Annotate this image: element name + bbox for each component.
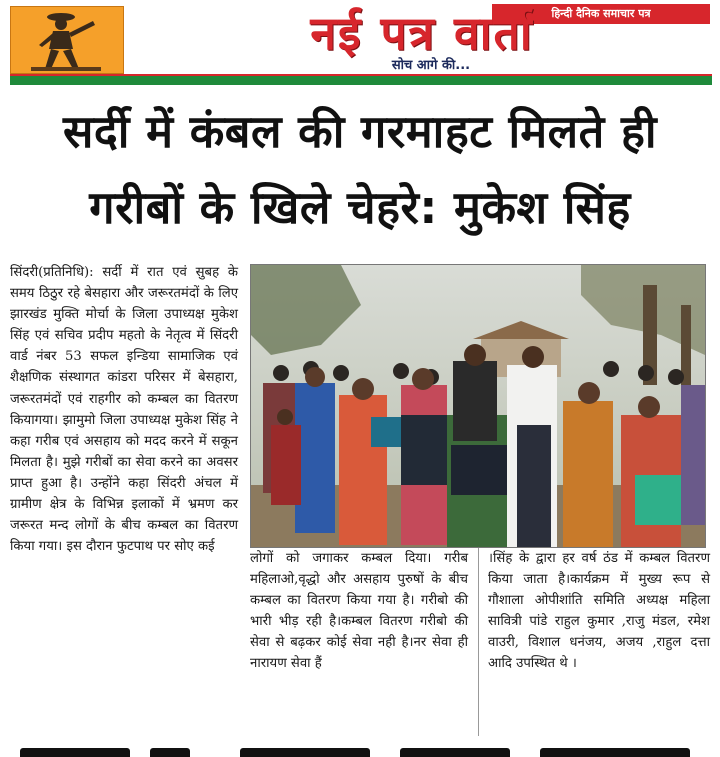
- masthead-logo: [10, 6, 124, 74]
- newspaper-name: नई पत्र वार्ता: [310, 6, 534, 60]
- masthead-slogan: सोच आगे की...: [391, 58, 471, 73]
- article-headline: [0, 94, 720, 252]
- cropped-text-mark: [20, 748, 130, 757]
- headline-line-2: गरीबों के खिले चेहरे: मुकेश सिंह: [89, 181, 631, 234]
- newspaper-masthead: [0, 0, 720, 92]
- article-column-2: लोगों को जगाकर कम्बल दिया। गरीब महिलाओ,वृद्धो और असहाय पुरुषों के बीच कम्बल का वितरण किया गया है। गरीबो की भारी भीड़ रही है।कम्बल वितरण गरीबो की सेवा से बढ़कर कोई सेवा नही है।नर सेवा ही नारायण सेवा हैं: [250, 551, 468, 672]
- event-photo: [250, 264, 706, 548]
- masthead-subtitle: हिन्दी दैनिक समाचार पत्र: [492, 4, 710, 24]
- cropped-text-mark: [400, 748, 510, 757]
- next-headline-fragment: [0, 738, 720, 757]
- cropped-text-mark: [240, 748, 370, 757]
- masthead-info-strip: [10, 76, 712, 85]
- article-column-1: सिंदरी(प्रतिनिधि): सर्दी में रात एवं सुबह के समय ठिठुर रहे बेसहारा और जरूरतमंदों के लिए झारखंड मुक्ति मोर्चा के जिला उपाध्यक्ष मुकेश सिंह एवं सचिव प्रदीप महतो के नेतृत्व में सिंदरी वार्ड नंबर 53 सफल इन्डिया सामाजिक एवं शैक्षणिक संस्थागत कांडरा परिसर में बेसहारा, जरूरतमंदों एवं राहगीर को कम्बल का वितरण कियागया। झामुमो जिला उपाध्यक्ष मुकेश सिंह ने कहा गरीब एवं असहाय को मदद करने में सकून मिलता है। मुझे गरीबों का सेवा करने का अवसर प्राप्त हुआ है। उन्होंने कहा सिंदरी अंचल में ग्रामीण क्षेत्र के विभिन्न इलाकों में भ्रमण कर जरूरत मन्द लोगों के बीच कम्बल का वितरण किया गया। इस दौरान फुटपाथ पर सोए कई: [10, 265, 238, 555]
- cropped-text-mark: [540, 748, 690, 757]
- headline-line-1: सर्दी में कंबल की गरमाहट मिलते ही: [62, 105, 657, 158]
- article-column-3: ।सिंह के द्वारा हर वर्ष ठंड में कम्बल वितरण किया जाता है।कार्यक्रम में मुख्य रूप से गौशाला ओपीशांति समिति अध्यक्ष महिला सावित्री पांडे राहुल कुमार ,राजु मंडल, रमेश वाउरी, विशाल धनंजय, अजय ,राहुल दत्ता आदि उपस्थित थे ।: [488, 551, 710, 672]
- cropped-text-mark: [150, 748, 190, 757]
- column-divider: [478, 548, 479, 736]
